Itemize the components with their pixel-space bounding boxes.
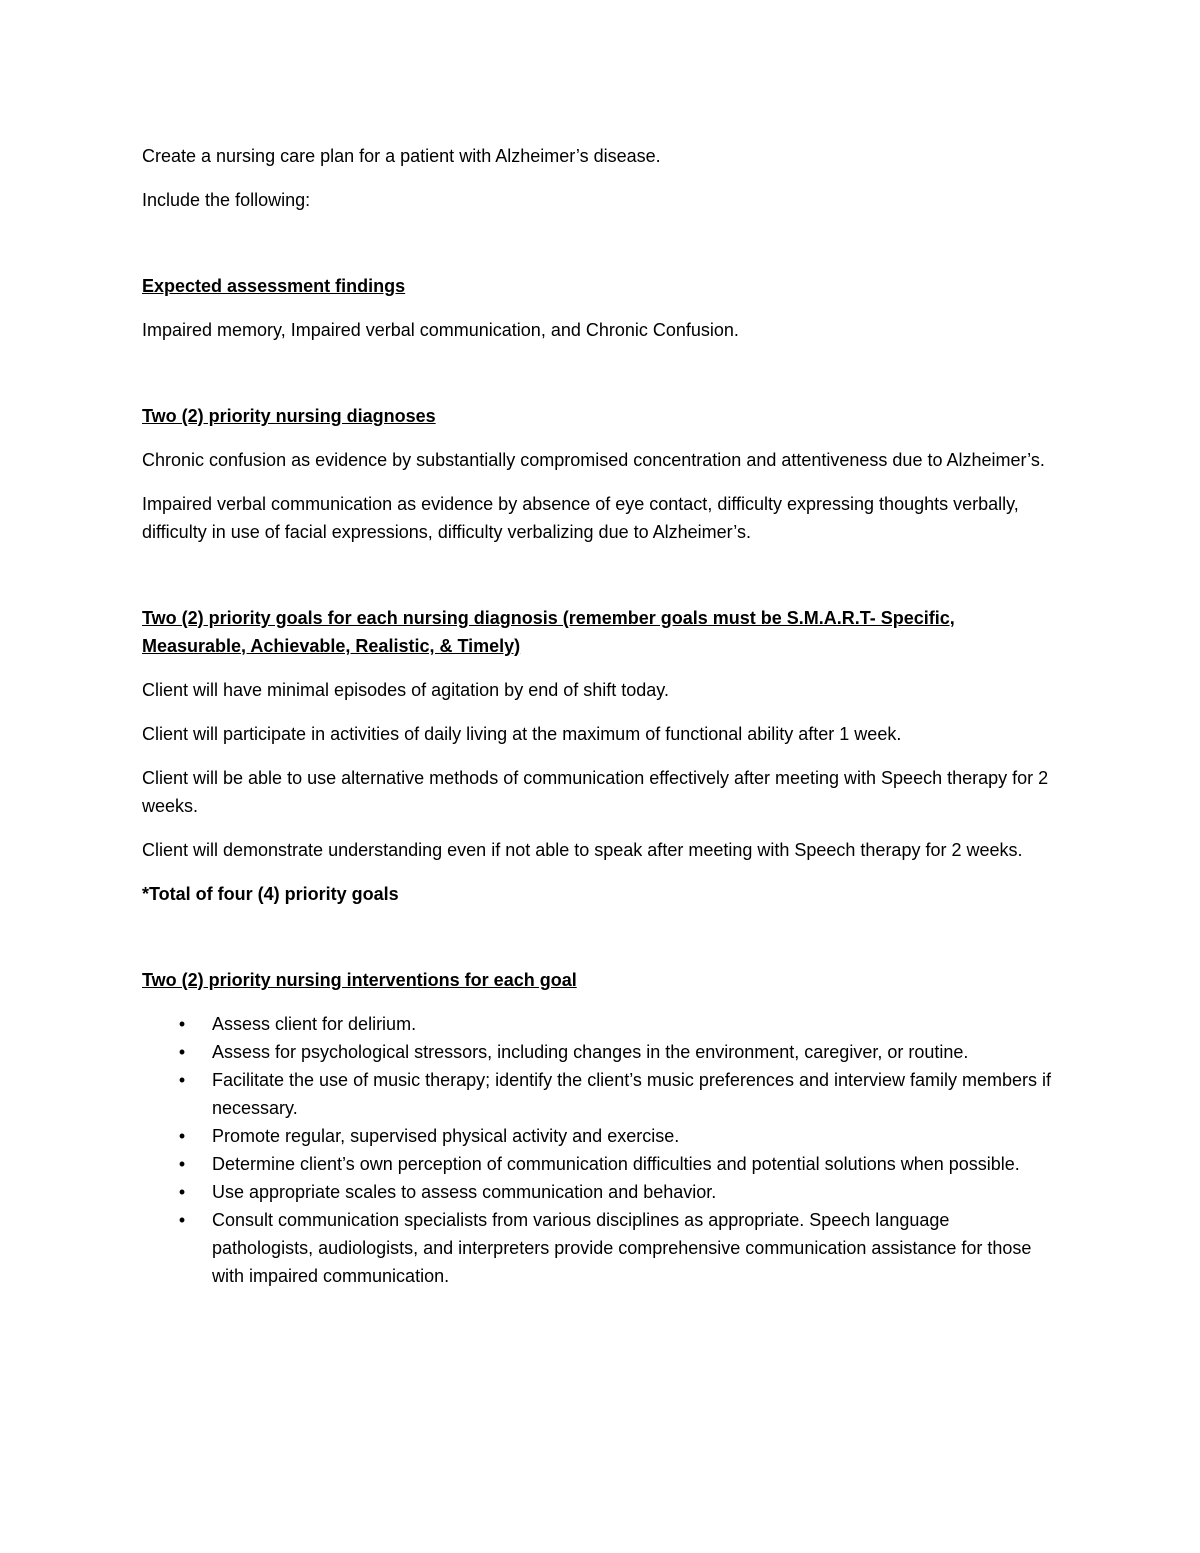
intervention-text: Determine client’s own perception of communication difficulties and potential solutions when possible. <box>212 1154 1020 1174</box>
diagnosis-item: Chronic confusion as evidence by substantially compromised concentration and attentiveness due to Alzheimer’s. <box>142 450 1045 470</box>
bullet-icon: • <box>178 1210 186 1230</box>
intervention-text: Promote regular, supervised physical activity and exercise. <box>212 1126 680 1146</box>
goals-section <box>142 604 1052 908</box>
intervention-text: Assess client for delirium. <box>212 1014 417 1034</box>
goal-item: Client will have minimal episodes of agitation by end of shift today. <box>142 680 669 700</box>
interventions-section <box>142 966 1052 1290</box>
intervention-item <box>142 1122 1052 1150</box>
intro-instruction: Create a nursing care plan for a patient with Alzheimer’s disease. <box>142 146 661 166</box>
assessment-section <box>142 272 1052 344</box>
diagnoses-heading: Two (2) priority nursing diagnoses <box>142 406 436 426</box>
bullet-icon: • <box>178 1154 186 1174</box>
intervention-item <box>142 1038 1052 1066</box>
goal-item: Client will demonstrate understanding even if not able to speak after meeting with Speech therapy for 2 weeks. <box>142 840 1023 860</box>
goals-total-note: *Total of four (4) priority goals <box>142 884 399 904</box>
document-page <box>142 142 1052 1290</box>
assessment-text: Impaired memory, Impaired verbal communication, and Chronic Confusion. <box>142 320 739 340</box>
intervention-item <box>142 1206 1052 1290</box>
intervention-text: Consult communication specialists from various disciplines as appropriate. Speech language pathologists, audiologists, and interpreters provide comprehensive communication assistance for those with impaired communication. <box>212 1210 1032 1286</box>
intervention-text: Assess for psychological stressors, including changes in the environment, caregiver, or routine. <box>212 1042 969 1062</box>
diagnoses-section <box>142 402 1052 546</box>
goal-item: Client will be able to use alternative methods of communication effectively after meeting with Speech therapy for 2 weeks. <box>142 768 1049 816</box>
intro-include: Include the following: <box>142 190 311 210</box>
intervention-item <box>142 1150 1052 1178</box>
intervention-item <box>142 1066 1052 1122</box>
bullet-icon: • <box>178 1014 186 1034</box>
bullet-icon: • <box>178 1126 186 1146</box>
bullet-icon: • <box>178 1042 186 1062</box>
diagnosis-item: Impaired verbal communication as evidence by absence of eye contact, difficulty expressing thoughts verbally, difficulty in use of facial expressions, difficulty verbalizing due to Alzheimer’s. <box>142 494 1019 542</box>
goals-heading: Two (2) priority goals for each nursing diagnosis (remember goals must be S.M.A.R.T- Specific, Measurable, Achievable, Realistic, & Timely) <box>142 608 955 656</box>
goal-item: Client will participate in activities of daily living at the maximum of functional ability after 1 week. <box>142 724 902 744</box>
interventions-list <box>142 1010 1052 1290</box>
bullet-icon: • <box>178 1070 186 1090</box>
intervention-text: Use appropriate scales to assess communication and behavior. <box>212 1182 717 1202</box>
intervention-item <box>142 1010 1052 1038</box>
assessment-heading: Expected assessment findings <box>142 276 406 296</box>
bullet-icon: • <box>178 1182 186 1202</box>
interventions-heading: Two (2) priority nursing interventions for each goal <box>142 970 577 990</box>
intervention-item <box>142 1178 1052 1206</box>
intervention-text: Facilitate the use of music therapy; identify the client’s music preferences and interview family members if necessary. <box>212 1070 1052 1118</box>
